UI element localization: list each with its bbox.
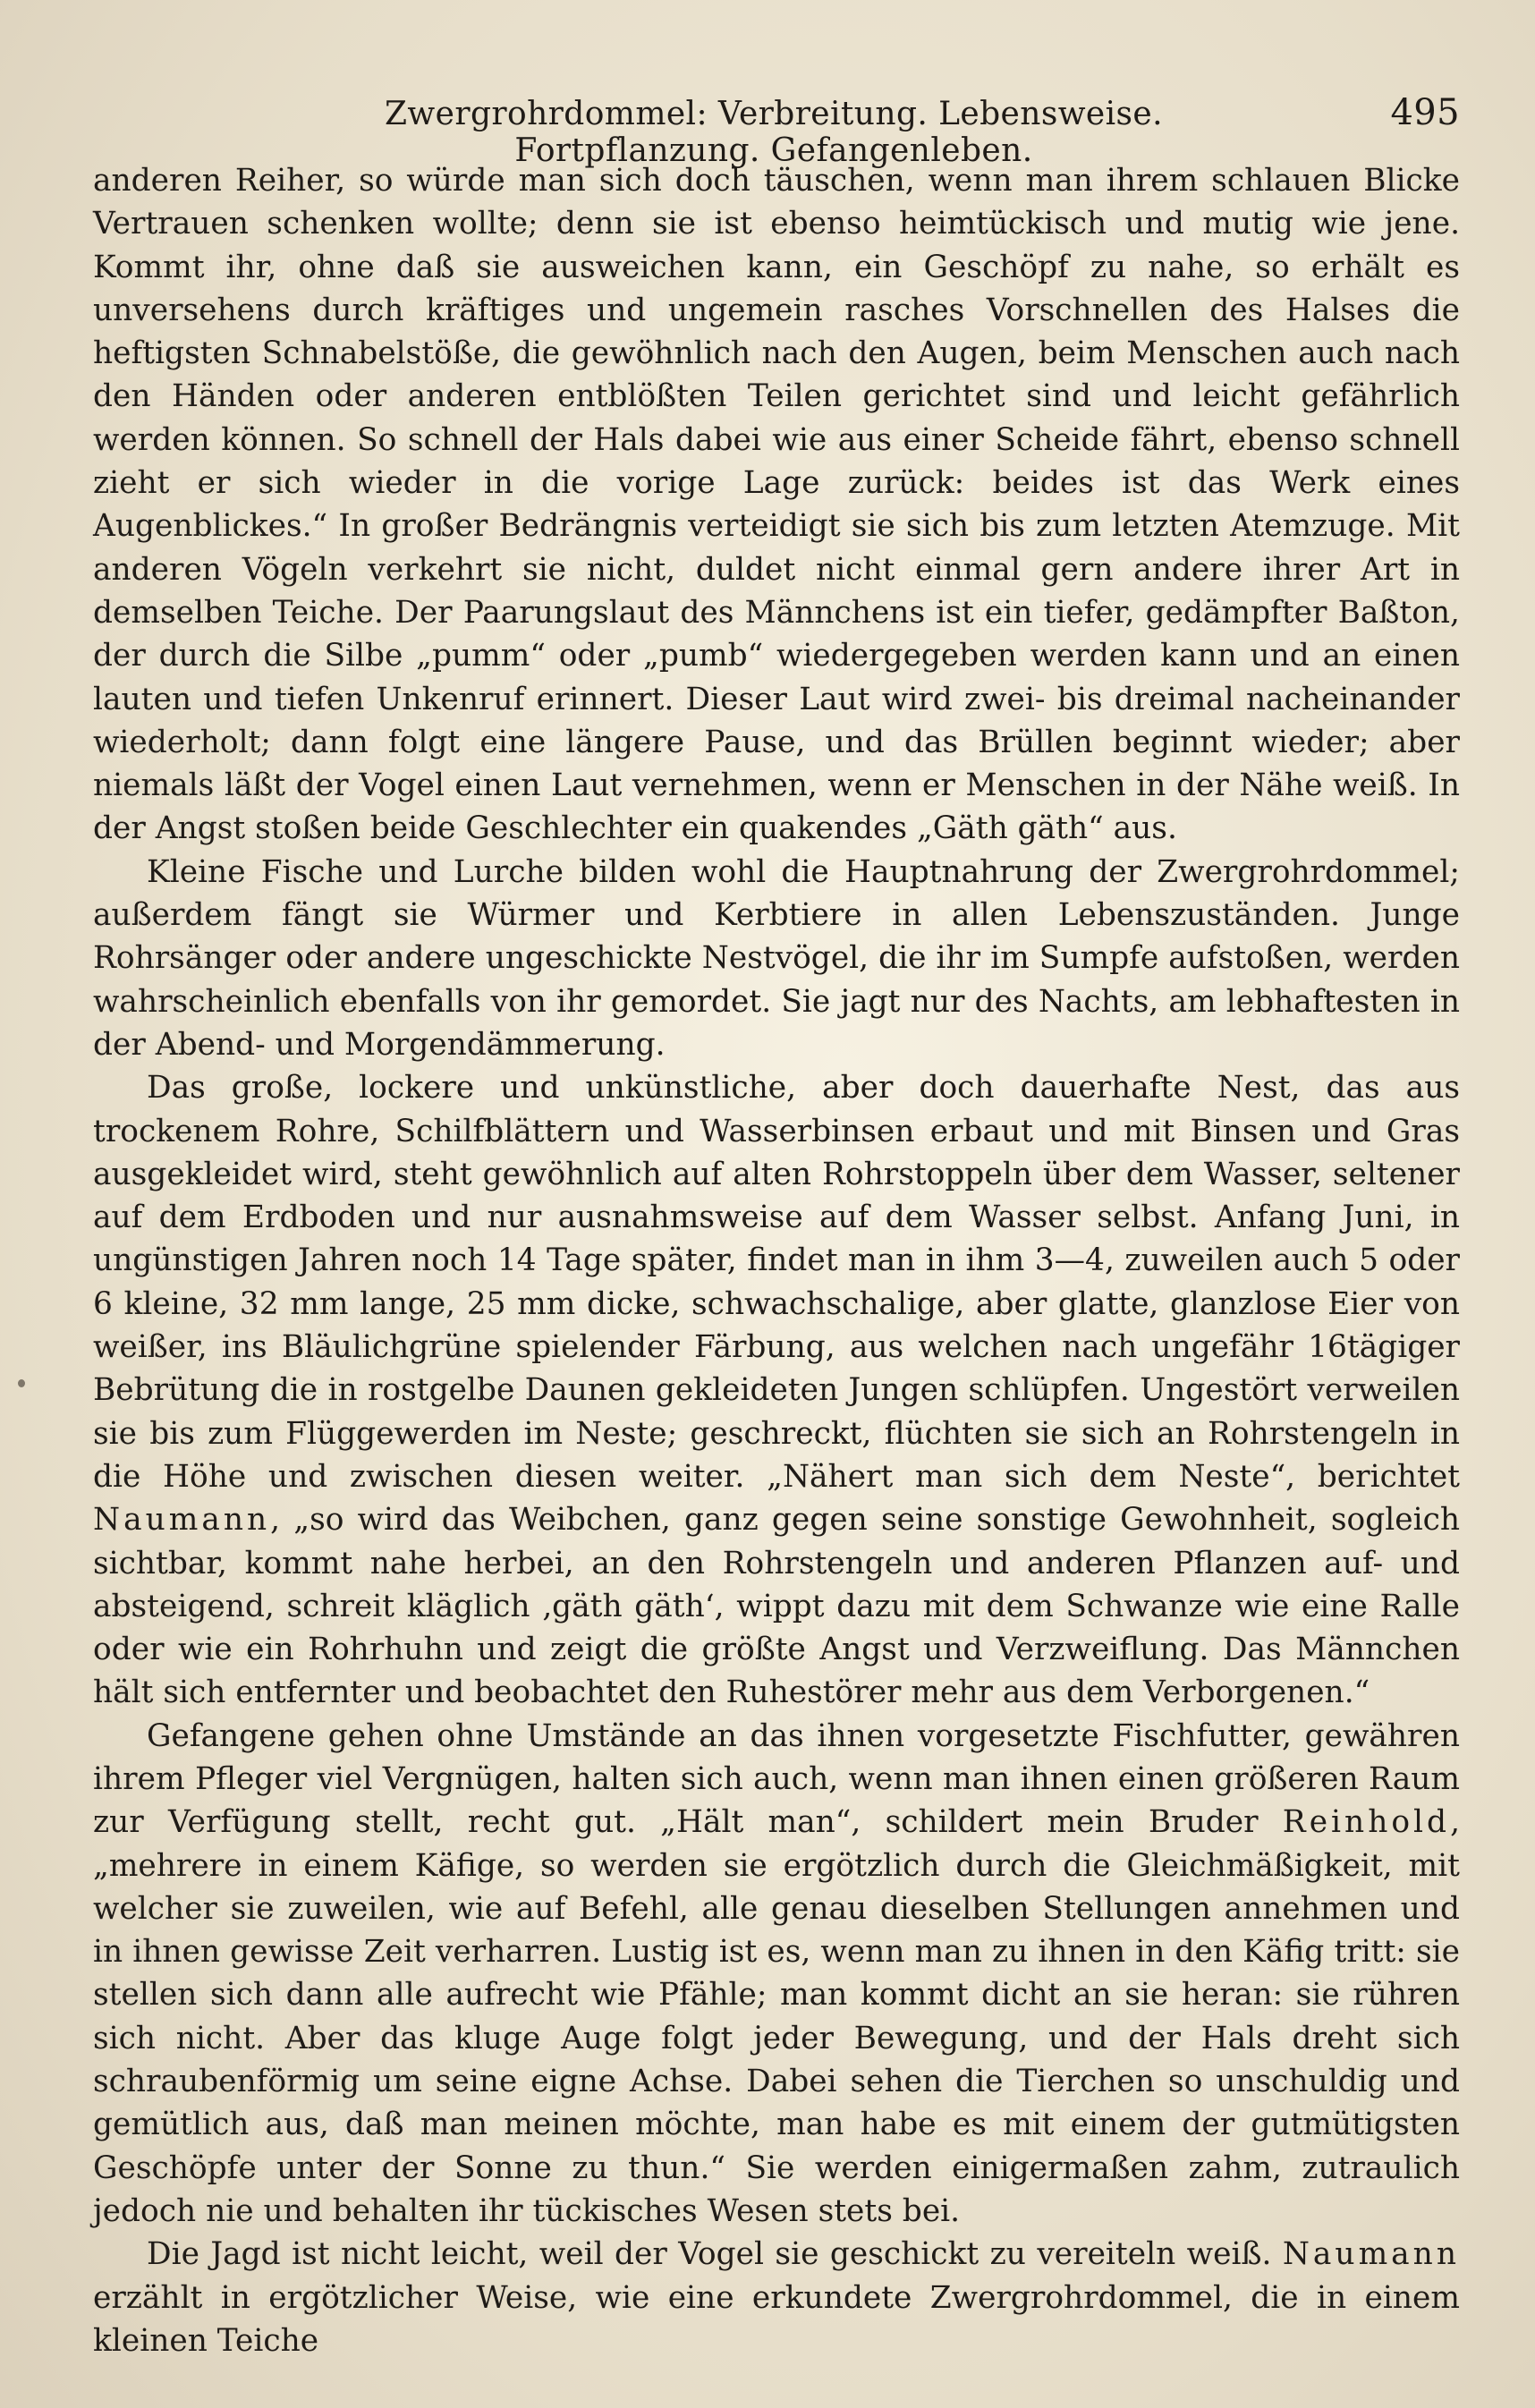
paragraph-1: anderen Reiher, so würde man sich doch täuschen, wenn man ihrem schlauen Blicke Vertrauen schenken wollte; denn sie ist ebenso heimtückisch und mutig wie jene. Kommt ihr, ohne daß sie ausweichen kann, ein Geschöpf zu nahe, so erhält es unversehens durch kräftiges und ungemein rasches Vorschnellen des Halses die heftigsten Schnabelstöße, die gewöhnlich nach den Augen, beim Menschen auch nach den Händen oder anderen entblößten Teilen gerichtet sind und leicht gefährlich werden können. So schnell der Hals dabei wie aus einer Scheide fährt, ebenso schnell zieht er sich wieder in die vorige Lage zurück: beides ist das Werk eines Augenblickes.“ In großer Bedrängnis verteidigt sie sich bis zum letzten Atemzuge. Mit anderen Vögeln verkehrt sie nicht, duldet nicht einmal gern andere ihrer Art in demselben Teiche. Der Paarungslaut des Männchens ist ein tiefer, gedämpfter Baßton, der durch die Silbe „pumm“ oder „pumb“ wiedergegeben werden kann und an einen lauten und tiefen Unkenruf erinnert. Dieser Laut wird zwei- bis dreimal nacheinander wiederholt; dann folgt eine längere Pause, und das Brüllen beginnt wieder; aber niemals läßt der Vogel einen Laut vernehmen, wenn er Menschen in der Nähe weiß. In der Angst stoßen beide Geschlechter ein quakendes „Gäth gäth“ aus.	[93, 163, 1460, 847]
author-name-naumann: Naumann	[93, 1502, 271, 1539]
author-name-reinhold: Reinhold	[1282, 1804, 1451, 1841]
paragraph-2: Kleine Fische und Lurche bilden wohl die Hauptnahrung der Zwergrohrdommel; außerdem fängt sie Würmer und Kerbtiere in allen Lebenszuständen. Junge Rohrsänger oder andere ungeschickte Nestvögel, die ihr im Sumpfe aufstoßen, werden wahrscheinlich ebenfalls von ihr gemordet. Sie jagt nur des Nachts, am lebhaftesten in der Abend- und Morgendämmerung.	[93, 853, 1460, 1063]
author-name-naumann-2: Naumann	[1282, 2236, 1460, 2273]
paragraph-5	[93, 2233, 1460, 2362]
paragraph-5-text-b: erzählt in ergötzlicher Weise, wie eine erkundete Zwergrohrdommel, die in einem kleinen Teiche	[93, 2279, 1460, 2359]
paragraph-3	[93, 1066, 1460, 1714]
paragraph-5-text-a: Die Jagd ist nicht leicht, weil der Vogel sie geschickt zu vereiteln weiß.	[147, 2236, 1283, 2273]
paragraph-3-text-b: , „so wird das Weibchen, ganz gegen seine sonstige Gewohnheit, sogleich sichtbar, kommt nahe herbei, an den Rohrstengeln und anderen Pflanzen auf- und absteigend, schreit kläglich ‚gäth gäth‘, wippt dazu mit dem Schwanze wie eine Ralle oder wie ein Rohrhuhn und zeigt die größte Angst und Verzweiflung. Das Männchen hält sich entfernter und beobachtet den Ruhestörer mehr aus dem Verborgenen.“	[93, 1502, 1460, 1711]
paragraph-4	[93, 1715, 1460, 2234]
running-title: Zwergrohrdommel: Verbreitung. Lebensweise. Fortpflanzung. Gefangenleben.	[385, 96, 1163, 169]
paragraph-4-text-a: Gefangene gehen ohne Umstände an das ihnen vorgesetzte Fischfutter, gewähren ihrem Pfleger viel Vergnügen, halten sich auch, wenn man ihnen einen größeren Raum zur Verfügung stellt, recht gut. „Hält man“, schildert mein Bruder	[93, 1717, 1460, 1841]
page-header	[258, 92, 1460, 169]
page-speck	[18, 1379, 25, 1387]
paragraph-3-text-a: Das große, lockere und unkünstliche, aber doch dauerhafte Nest, das aus trockenem Rohre, Schilfblättern und Wasserbinsen erbaut und mit Binsen und Gras ausgekleidet wird, steht gewöhnlich auf alten Rohrstoppeln über dem Wasser, seltener auf dem Erdboden und nur ausnahmsweise auf dem Wasser selbst. Anfang Juni, in ungünstigen Jahren noch 14 Tage später, findet man in ihm 3—4, zuweilen auch 5 oder 6 kleine, 32 mm lange, 25 mm dicke, schwachschalige, aber glatte, glanzlose Eier von weißer, ins Bläulichgrüne spielender Färbung, aus welchen nach ungefähr 16tägiger Bebrütung die in rostgelbe Daunen gekleideten Jungen schlüpfen. Ungestört verweilen sie bis zum Flüggewerden im Neste; geschreckt, flüchten sie sich an Rohrstengeln in die Höhe und zwischen diesen weiter. „Nähert man sich dem Neste“, berichtet	[93, 1070, 1460, 1495]
page-number: 495	[1390, 92, 1460, 133]
paragraph-4-text-b: , „mehrere in einem Käfige, so werden sie ergötzlich durch die Gleichmäßigkeit, mit welcher sie zuweilen, wie auf Befehl, alle genau dieselben Stellungen annehmen und in ihnen gewisse Zeit verharren. Lustig ist es, wenn man zu ihnen in den Käfig tritt: sie stellen sich dann alle aufrecht wie Pfähle; man kommt dicht an sie heran: sie rühren sich nicht. Aber das kluge Auge folgt jeder Bewegung, und der Hals dreht sich schraubenförmig um seine eigne Achse. Dabei sehen die Tierchen so unschuldig und gemütlich aus, daß man meinen möchte, man habe es mit einem der gutmütigsten Geschöpfe unter der Sonne zu thun.“ Sie werden einigermaßen zahm, zutraulich jedoch nie und behalten ihr tückisches Wesen stets bei.	[93, 1804, 1460, 2229]
body-text	[93, 159, 1460, 2362]
